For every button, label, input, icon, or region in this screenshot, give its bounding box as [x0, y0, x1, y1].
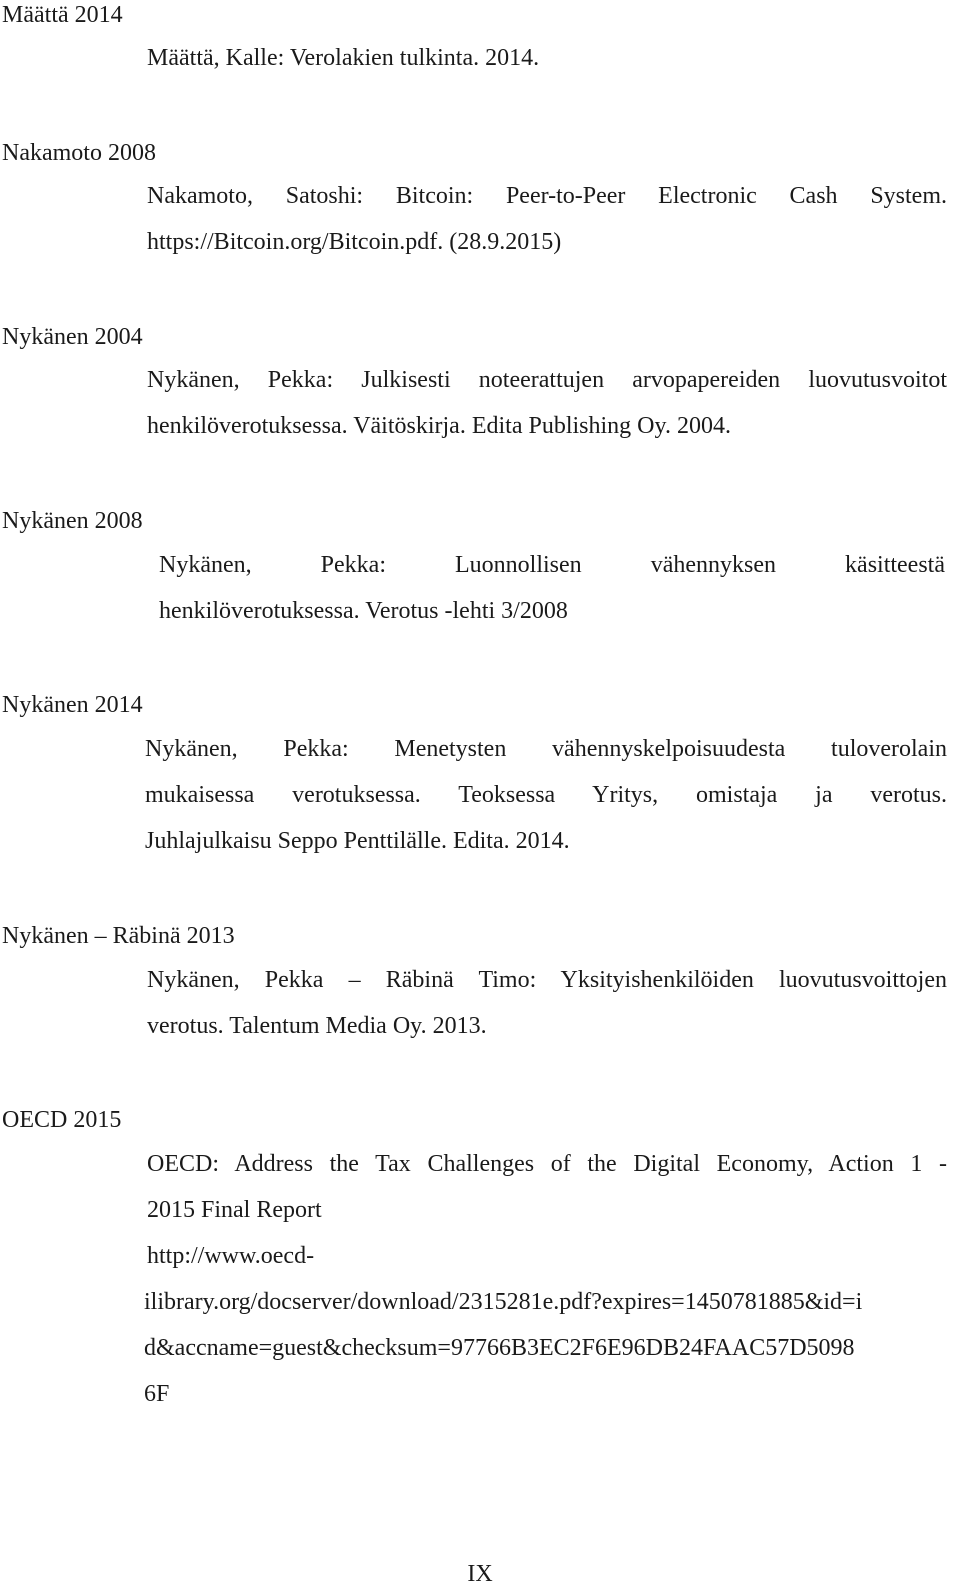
reference-heading: Nakamoto 2008 — [2, 140, 156, 166]
reference-link-line[interactable]: ilibrary.org/docserver/download/2315281e.pdf?expires=1450781885&id=i — [144, 1289, 863, 1315]
reference-line: mukaisessa verotuksessa. Teoksessa Yritys, omistaja ja verotus. — [145, 782, 947, 808]
reference-entry — [147, 173, 947, 265]
reference-line: Nakamoto, Satoshi: Bitcoin: Peer-to-Peer Electronic Cash System. — [147, 183, 947, 209]
reference-entry — [147, 957, 947, 1049]
reference-line: Nykänen, Pekka: Menetysten vähennyskelpoisuudesta tuloverolain — [145, 736, 947, 762]
reference-heading: Nykänen – Räbinä 2013 — [2, 923, 235, 949]
reference-line: Juhlajulkaisu Seppo Penttilälle. Edita. 2014. — [145, 828, 570, 854]
reference-line: Nykänen, Pekka – Räbinä Timo: Yksityishenkilöiden luovutusvoittojen — [147, 967, 947, 993]
reference-line: henkilöverotuksessa. Väitöskirja. Edita Publishing Oy. 2004. — [147, 413, 731, 439]
reference-line: Nykänen, Pekka: Julkisesti noteerattujen arvopapereiden luovutusvoitot — [147, 367, 947, 393]
reference-heading: Nykänen 2004 — [2, 324, 143, 350]
reference-heading: Nykänen 2014 — [2, 692, 143, 718]
reference-link-line[interactable]: d&accname=guest&checksum=97766B3EC2F6E96DB24FAAC57D5098 — [144, 1335, 855, 1361]
reference-line: Nykänen, Pekka: Luonnollisen vähennyksen käsitteestä — [159, 552, 945, 578]
reference-entry — [147, 357, 947, 449]
reference-entry — [144, 1141, 947, 1417]
reference-entry — [159, 542, 945, 634]
reference-entry — [145, 726, 947, 864]
reference-line: 2015 Final Report — [147, 1197, 322, 1223]
reference-heading: Nykänen 2008 — [2, 508, 143, 534]
reference-entry — [147, 35, 947, 81]
reference-heading: Määttä 2014 — [2, 2, 123, 28]
reference-heading: OECD 2015 — [2, 1107, 122, 1133]
page-number: IX — [467, 1561, 493, 1587]
reference-line: OECD: Address the Tax Challenges of the Digital Economy, Action 1 - — [147, 1151, 947, 1177]
reference-link-line[interactable]: 6F — [144, 1381, 170, 1407]
reference-line: verotus. Talentum Media Oy. 2013. — [147, 1013, 487, 1039]
reference-line: Määttä, Kalle: Verolakien tulkinta. 2014. — [147, 45, 540, 71]
reference-link-line[interactable]: http://www.oecd- — [147, 1243, 315, 1269]
reference-line: henkilöverotuksessa. Verotus -lehti 3/2008 — [159, 598, 568, 624]
reference-line: https://Bitcoin.org/Bitcoin.pdf. (28.9.2015) — [147, 229, 562, 255]
